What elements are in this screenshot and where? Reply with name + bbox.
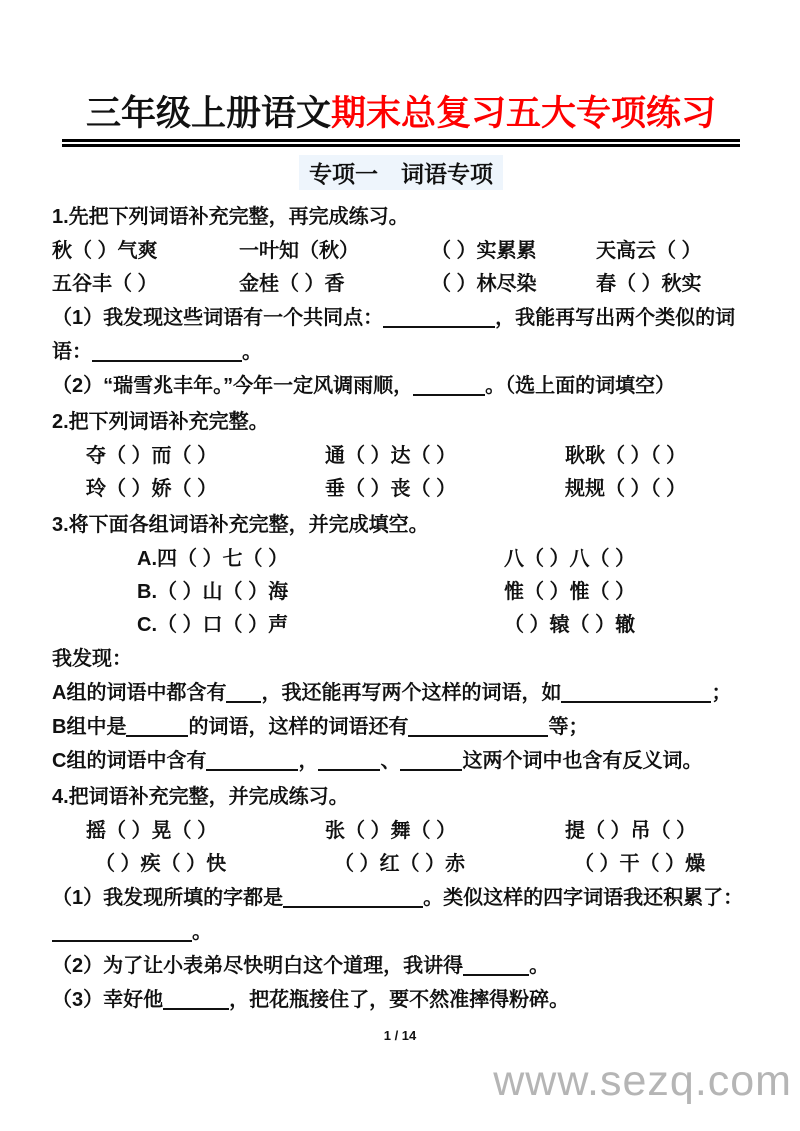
question-text: C组的词语中含有 <box>52 750 207 772</box>
word-item: 玲（ ）娇（ ） <box>86 478 218 500</box>
exercise-2-heading: 2.把下列词语补充完整。 <box>52 411 269 433</box>
exercise-4 <box>52 780 750 1017</box>
word-item: 摇（ ）晃（ ） <box>86 820 218 842</box>
fill-in-blank <box>92 342 242 362</box>
question-text: ， <box>298 750 319 772</box>
word-item: 垂（ ）丧（ ） <box>325 478 457 500</box>
exercise-3 <box>52 508 750 778</box>
question-line <box>52 710 750 744</box>
find-label: 我发现： <box>52 648 132 670</box>
word-item: 秋（ ）气爽 <box>52 240 158 262</box>
word-item: 一叶知（秋） <box>239 240 359 262</box>
fill-in-blank <box>52 922 192 942</box>
question-text: 、 <box>380 750 401 772</box>
question-text: 的词语，这样的词语还有 <box>188 716 409 738</box>
page-number: 1 / 14 <box>383 1028 417 1043</box>
question-line <box>52 881 750 915</box>
watermark: www.sezq.com <box>493 1057 792 1105</box>
question-line <box>52 335 750 369</box>
question-text: 。类似这样的四字词语我还积累了： <box>423 887 744 909</box>
question-line <box>52 676 750 710</box>
document-title <box>62 86 740 136</box>
question-text: ，我能再写出两个类似的词 <box>495 307 736 329</box>
question-line <box>52 915 750 949</box>
word-item: （ ）疾（ ）快 <box>95 853 227 875</box>
fill-in-blank <box>408 717 548 737</box>
question-text: 等； <box>548 716 589 738</box>
word-item: 八（ ）八（ ） <box>504 548 636 570</box>
word-item: （ ）实累累 <box>431 240 537 262</box>
question-text: B组中是 <box>52 716 127 738</box>
word-row <box>52 268 750 301</box>
question-line <box>52 983 750 1017</box>
question-line <box>52 744 750 778</box>
question-text: 。 <box>192 921 212 943</box>
fill-in-blank <box>163 990 229 1010</box>
exercise-4-heading: 4.把词语补充完整，并完成练习。 <box>52 786 349 808</box>
question-text: A组的词语中都含有 <box>52 682 227 704</box>
question-text: （1）我发现所填的字都是 <box>52 887 284 909</box>
question-text: （2）“瑞雪兆丰年。”今年一定风调雨顺， <box>52 375 414 397</box>
word-item: B.（ ）山（ ）海 <box>137 581 289 603</box>
fill-in-blank <box>318 751 380 771</box>
question-line <box>52 949 750 983</box>
exercise-1-heading: 1.先把下列词语补充完整，再完成练习。 <box>52 206 409 228</box>
fill-in-blank <box>206 751 298 771</box>
section-subtitle: 专项一 词语专项 <box>299 155 503 190</box>
word-item: 五谷丰（ ） <box>52 273 158 295</box>
word-item: 耿耿（ ）（ ） <box>565 445 687 467</box>
fill-in-blank <box>226 683 261 703</box>
exercise-2 <box>52 405 750 506</box>
fill-in-blank <box>413 376 485 396</box>
word-item: 提（ ）吊（ ） <box>565 820 697 842</box>
fill-in-blank <box>283 888 423 908</box>
fill-in-blank <box>463 956 529 976</box>
question-text: （1）我发现这些词语有一个共同点： <box>52 307 384 329</box>
question-line <box>52 369 750 403</box>
word-item: C.（ ）口（ ）声 <box>137 614 289 636</box>
question-text: （2）为了让小表弟尽快明白这个道理，我讲得 <box>52 955 464 977</box>
question-line <box>52 301 750 335</box>
word-row <box>52 440 750 473</box>
word-item: （ ）林尽染 <box>431 273 537 295</box>
word-item: 天高云（ ） <box>596 240 702 262</box>
question-text: （3）幸好他 <box>52 989 164 1011</box>
fill-in-blank <box>383 308 495 328</box>
fill-in-blank <box>400 751 462 771</box>
word-item: 通（ ）达（ ） <box>325 445 457 467</box>
word-item: 惟（ ）惟（ ） <box>504 581 636 603</box>
subtitle-wrap <box>52 155 750 190</box>
title-part-red: 期末总复习五大专项练习 <box>331 94 717 133</box>
word-row <box>52 235 750 268</box>
question-text: ； <box>711 682 732 704</box>
word-item: （ ）干（ ）燥 <box>574 853 706 875</box>
word-row <box>52 473 750 506</box>
word-item: A.四（ ）七（ ） <box>137 548 289 570</box>
question-text: 语： <box>52 341 92 363</box>
word-row <box>52 576 750 609</box>
word-item: 夺（ ）而（ ） <box>86 445 218 467</box>
exercise-1 <box>52 200 750 403</box>
title-part-black: 三年级上册语文 <box>85 94 331 133</box>
word-item: 规规（ ）（ ） <box>565 478 687 500</box>
word-item: 张（ ）舞（ ） <box>325 820 457 842</box>
question-text: 。 <box>242 341 262 363</box>
word-row <box>52 609 750 642</box>
question-text: 。 <box>529 955 550 977</box>
word-item: （ ）辕（ ）辙 <box>504 614 636 636</box>
word-item: 金桂（ ）香 <box>239 273 345 295</box>
document-title-block <box>62 86 740 147</box>
word-item: 春（ ）秋实 <box>596 273 702 295</box>
word-item: （ ）红（ ）赤 <box>334 853 466 875</box>
question-text: 。（选上面的词填空） <box>485 375 676 397</box>
question-text: ，我还能再写两个这样的词语，如 <box>261 682 562 704</box>
exercise-3-heading: 3.将下面各组词语补充完整，并完成填空。 <box>52 514 429 536</box>
question-text: 这两个词中也含有反义词。 <box>462 750 703 772</box>
word-row <box>52 848 750 881</box>
fill-in-blank <box>561 683 711 703</box>
fill-in-blank <box>126 717 188 737</box>
word-row <box>52 815 750 848</box>
word-row <box>52 543 750 576</box>
question-text: ，把花瓶接住了，要不然准摔得粉碎。 <box>229 989 570 1011</box>
